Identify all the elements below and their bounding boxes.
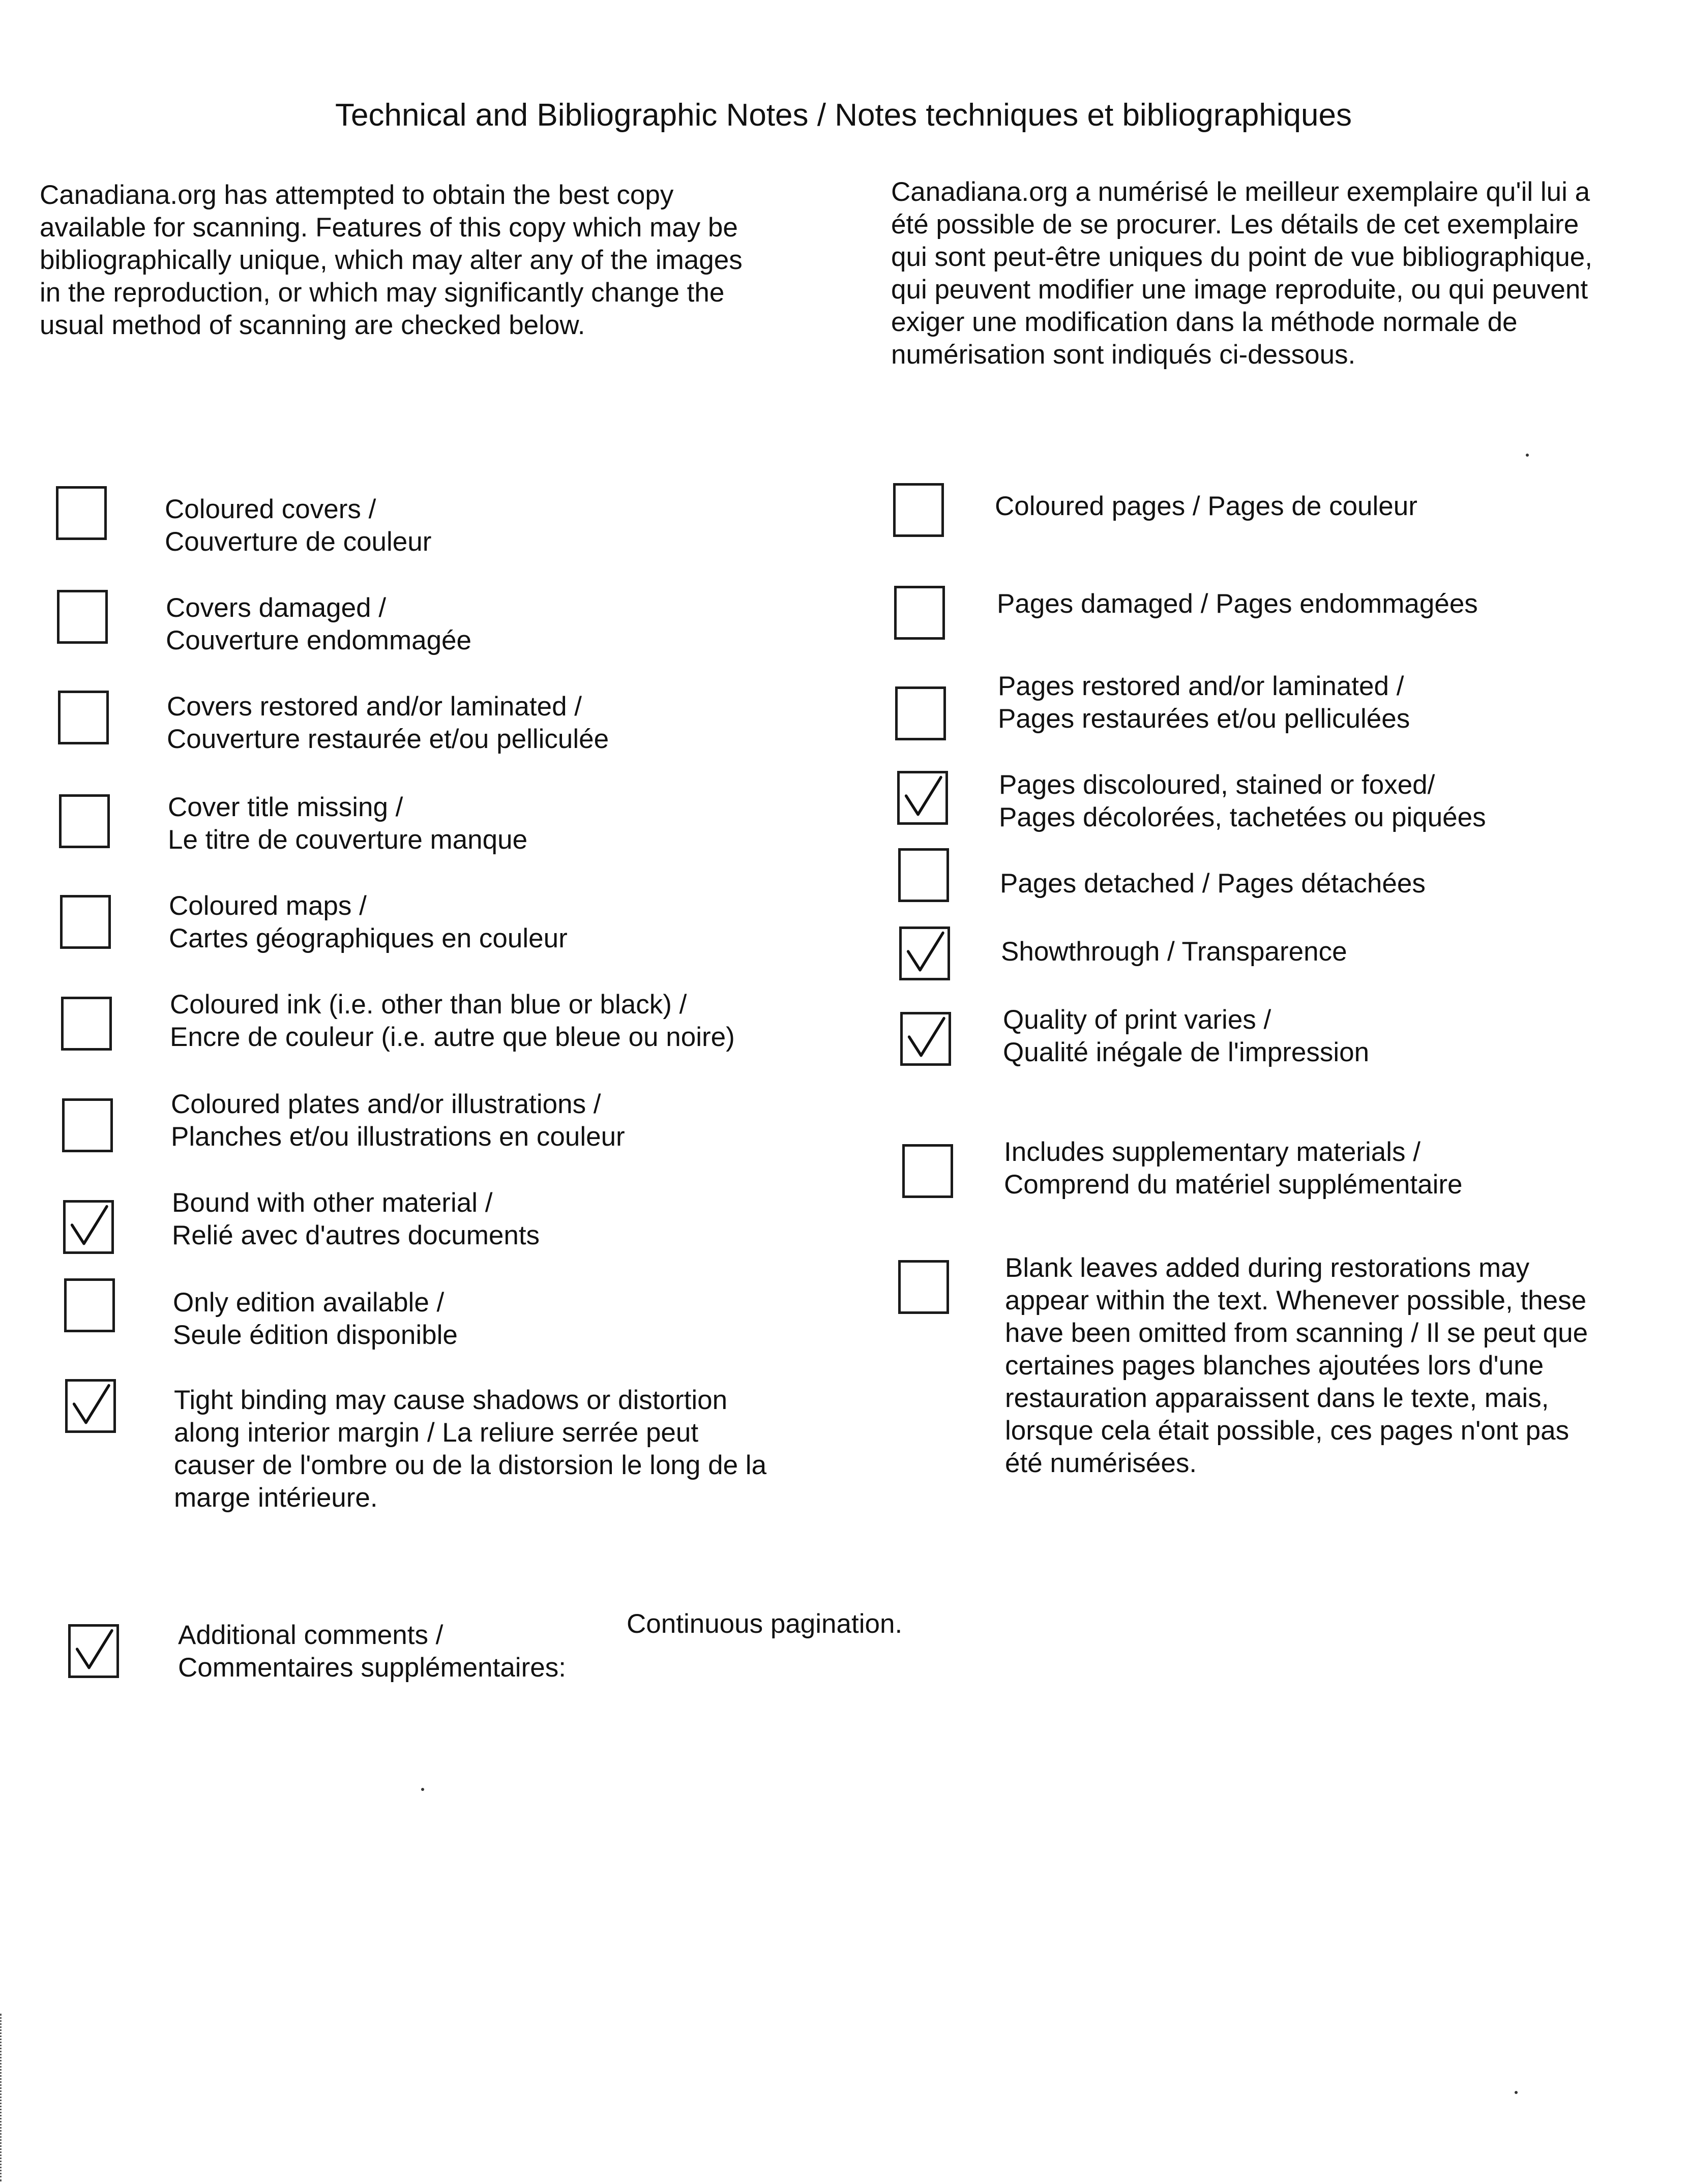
checkbox-tight-binding[interactable]	[65, 1379, 116, 1433]
intro-english: Canadiana.org has attempted to obtain the best copy available for scanning. Features of this copy which may be bibliographically unique, which may alter any of the images in the reproduction, or which may significantly change the usual method of scanning are checked below.	[40, 180, 743, 340]
checkbox-coloured-covers[interactable]	[56, 486, 107, 540]
intro-french: Canadiana.org a numérisé le meilleur exemplaire qu'il lui a été possible de se procurer. Les détails de cet exemplaire qui sont peut-être uniques du point de vue bibliographique, qui peuvent modifier une image reproduite, ou qui peuvent exiger une modification dans la méthode normale de numérisation sont indiqués ci-dessous.	[891, 177, 1593, 370]
checkbox-coloured-plates[interactable]	[62, 1098, 113, 1152]
label-quality-of-print: Quality of print varies / Qualité inégale de l'impression	[1003, 1005, 1370, 1067]
label-pages-detached: Pages detached / Pages détachées	[1000, 869, 1426, 899]
label-coloured-maps: Coloured maps / Cartes géographiques en couleur	[169, 891, 568, 953]
checkbox-quality-of-print[interactable]	[900, 1012, 951, 1066]
label-coloured-covers: Coloured covers / Couverture de couleur	[165, 494, 432, 557]
checkbox-only-edition[interactable]	[64, 1278, 115, 1332]
label-supplementary-materials: Includes supplementary materials / Comprend du matériel supplémentaire	[1004, 1137, 1463, 1200]
checkbox-coloured-ink[interactable]	[61, 997, 112, 1051]
checkmark-icon	[66, 1203, 111, 1251]
label-coloured-pages: Coloured pages / Pages de couleur	[995, 491, 1417, 521]
checkbox-coloured-pages[interactable]	[893, 483, 944, 537]
checkbox-cover-title-missing[interactable]	[59, 794, 110, 848]
checkbox-pages-damaged[interactable]	[894, 586, 945, 640]
label-pages-damaged: Pages damaged / Pages endommagées	[997, 589, 1478, 619]
checkmark-icon	[68, 1382, 113, 1430]
checkbox-additional-comments[interactable]	[68, 1624, 119, 1678]
page-title: Technical and Bibliographic Notes / Notes techniques et bibliographiques	[335, 98, 1352, 133]
label-pages-restored: Pages restored and/or laminated / Pages restaurées et/ou pelliculées	[998, 671, 1410, 734]
label-coloured-ink: Coloured ink (i.e. other than blue or black) / Encre de couleur (i.e. autre que bleue ou noire)	[170, 990, 735, 1052]
checkmark-icon	[903, 1014, 949, 1063]
scan-speck	[1515, 2091, 1518, 2094]
label-coloured-plates: Coloured plates and/or illustrations / Planches et/ou illustrations en couleur	[171, 1089, 625, 1152]
checkbox-covers-restored[interactable]	[58, 691, 109, 744]
checkmark-icon	[902, 929, 948, 978]
checkbox-pages-detached[interactable]	[898, 848, 949, 902]
checkbox-bound-with-other-material[interactable]	[63, 1200, 114, 1254]
checkbox-pages-discoloured[interactable]	[897, 771, 948, 825]
scan-edge-marks	[0, 2014, 5, 2181]
checkbox-coloured-maps[interactable]	[60, 895, 111, 949]
label-bound-with-other-material: Bound with other material / Relié avec d'autres documents	[172, 1188, 540, 1250]
checkbox-blank-leaves[interactable]	[898, 1260, 949, 1314]
checkmark-icon	[71, 1627, 116, 1676]
checkbox-pages-restored[interactable]	[895, 686, 946, 740]
label-blank-leaves: Blank leaves added during restorations may appear within the text. Whenever possible, these have been omitted from scanning / Il se peut que certaines pages blanches ajoutées lors d'une restauration apparaissent dans le texte, mais, lorsque cela était possible, ces pages n'ont pas été numérisées.	[1005, 1253, 1588, 1478]
label-covers-damaged: Covers damaged / Couverture endommagée	[166, 593, 472, 655]
checkmark-icon	[900, 773, 945, 822]
checkbox-covers-damaged[interactable]	[57, 590, 108, 644]
label-showthrough: Showthrough / Transparence	[1001, 937, 1347, 967]
label-only-edition: Only edition available / Seule édition disponible	[173, 1288, 458, 1350]
checkbox-showthrough[interactable]	[899, 926, 950, 980]
checkbox-supplementary-materials[interactable]	[902, 1144, 953, 1198]
label-tight-binding: Tight binding may cause shadows or distortion along interior margin / La reliure serrée peut causer de l'ombre ou de la distorsion le long de la marge intérieure.	[174, 1385, 767, 1513]
additional-comments-value: Continuous pagination.	[627, 1609, 903, 1639]
scan-speck	[421, 1788, 424, 1791]
label-cover-title-missing: Cover title missing / Le titre de couverture manque	[168, 792, 528, 855]
scan-speck	[1526, 454, 1529, 457]
label-covers-restored: Covers restored and/or laminated / Couverture restaurée et/ou pelliculée	[167, 692, 609, 754]
label-pages-discoloured: Pages discoloured, stained or foxed/ Pages décolorées, tachetées ou piquées	[999, 770, 1486, 832]
label-additional-comments: Additional comments / Commentaires supplémentaires:	[178, 1620, 566, 1683]
